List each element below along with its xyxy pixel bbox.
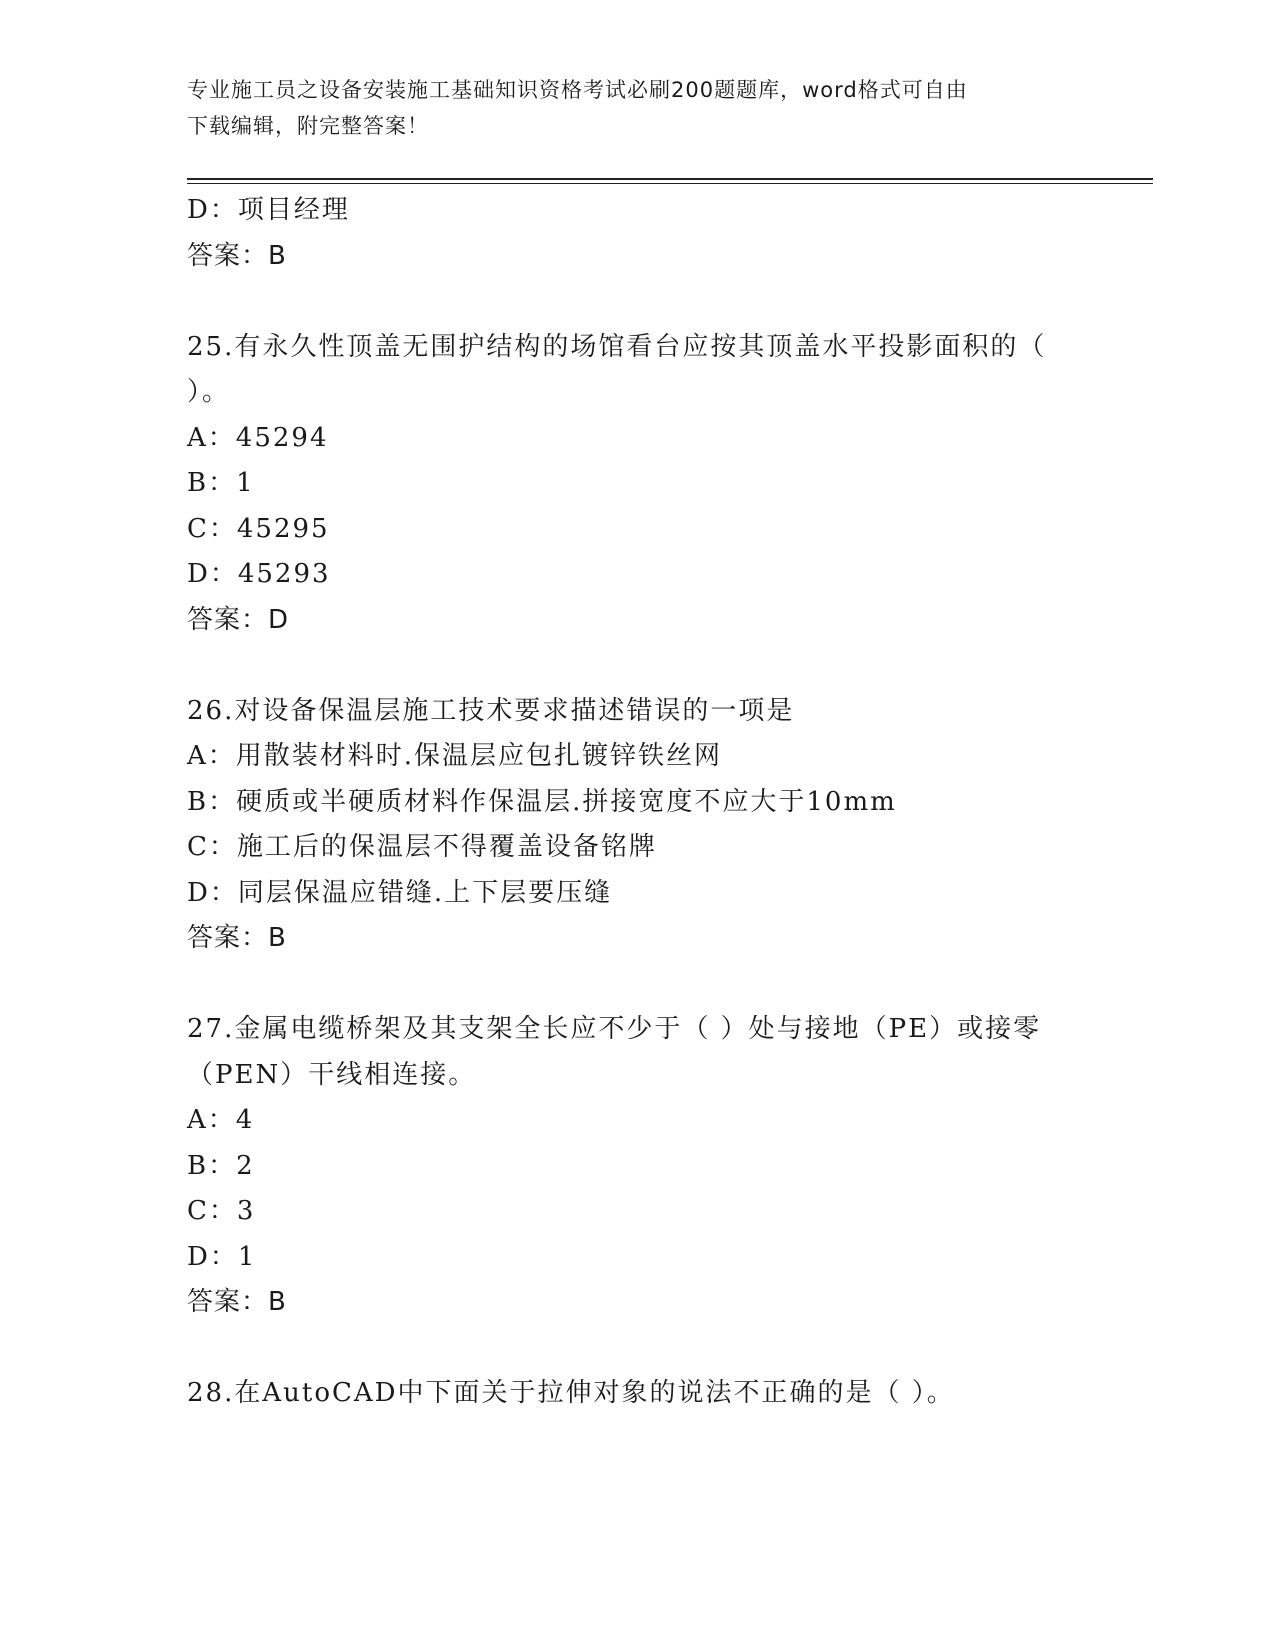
question-list <box>187 188 1087 1417</box>
question-26-option-d: D：同层保温应错缝.上下层要压缝 <box>187 877 613 908</box>
question-27-option-a: A：4 <box>187 1105 255 1135</box>
spacer <box>187 1326 1087 1372</box>
question-25-option-d: D：45293 <box>187 559 331 589</box>
header-line-2: 下载编辑，附完整答案！ <box>187 114 429 138</box>
question-27-stem-cont: （PEN）干线相连接。 <box>187 1059 477 1090</box>
question-26-answer: 答案：B <box>187 923 287 953</box>
question-27-answer: 答案：B <box>187 1287 287 1317</box>
question-27-option-c: C：3 <box>187 1196 256 1226</box>
spacer <box>187 643 1087 689</box>
question-25-answer: 答案：D <box>187 604 290 635</box>
question-27-option-d: D：1 <box>187 1241 257 1272</box>
question-28-stem: 28.在AutoCAD中下面关于拉伸对象的说法不正确的是（ ）。 <box>187 1378 955 1408</box>
question-25-stem-cont: ）。 <box>187 377 231 407</box>
question-25-option-b: B：1 <box>187 468 255 498</box>
option-d: D：项目经理 <box>187 195 350 225</box>
header-divider <box>187 178 1153 180</box>
page-header <box>187 72 1087 144</box>
question-27-option-b: B：2 <box>187 1150 255 1181</box>
spacer <box>187 962 1087 1008</box>
header-line-1: 专业施工员之设备安装施工基础知识资格考试必刷200题题库，word格式可自由 <box>187 78 968 102</box>
answer: 答案：B <box>187 240 287 271</box>
question-25-stem: 25.有永久性顶盖无围护结构的场馆看台应按其顶盖水平投影面积的（ <box>187 331 1047 362</box>
question-27-stem: 27.金属电缆桥架及其支架全长应不少于（ ）处与接地（PE）或接零 <box>187 1014 1042 1044</box>
question-25-option-a: A：45294 <box>187 422 329 453</box>
question-25-option-c: C：45295 <box>187 513 330 544</box>
spacer <box>187 279 1087 325</box>
question-26-option-c: C：施工后的保温层不得覆盖设备铭牌 <box>187 832 657 862</box>
question-26-option-b: B：硬质或半硬质材料作保温层.拼接宽度不应大于10mm <box>187 786 897 817</box>
question-26-option-a: A：用散装材料时.保温层应包扎镀锌铁丝网 <box>187 741 723 771</box>
question-26-stem: 26.对设备保温层施工技术要求描述错误的一项是 <box>187 695 795 726</box>
